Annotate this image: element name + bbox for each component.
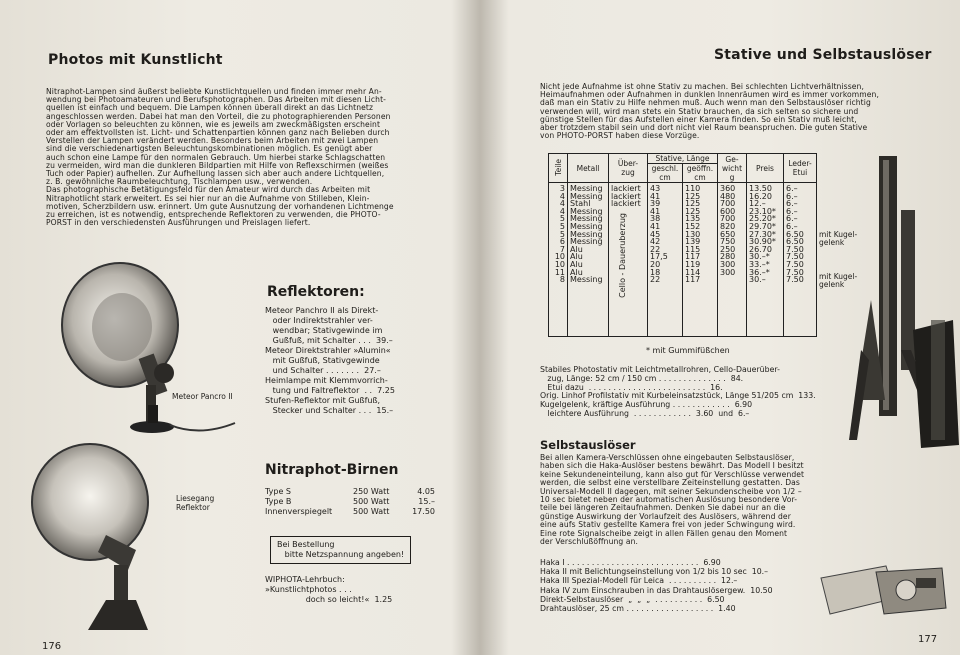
caption-meteor: Meteor Pancro II — [172, 392, 233, 401]
col-preis: 13.50 16.20 12.– 23.10* 25.20* 29.70* 27.30* 30.90* 26.70 30.–* 33.–* 36.–* 30.– — [747, 183, 784, 337]
col-geoeffn: 110 125 125 125 135 152 130 139 115 117 119 114 117 — [683, 183, 718, 337]
selbstausloeser-heading: Selbstauslöser — [540, 438, 636, 452]
birnen-price: 4.05 — [417, 487, 435, 496]
col-teile: 3 4 4 4 5 5 5 6 7 10 10 11 8 — [549, 183, 568, 337]
col-etui: 6.– 6.– 6.– 6.– 6.– 6.– 6.50 6.50 7.50 7.50 7.50 7.50 7.50 — [784, 183, 817, 337]
lehrbuch-text: WIPHOTA-Lehrbuch: »Kunstlichtphotos . . . doch so leicht!« 1.25 — [265, 575, 393, 604]
birnen-heading: Nitraphot-Birnen — [265, 462, 399, 478]
ueberzug-values: lackiert lackiert lackiert — [611, 184, 641, 209]
birnen-row — [265, 487, 435, 497]
col-metall: Messing Messing Stahl Messing Messing Messing Messing Messing Alu Alu Alu Alu Messing — [568, 183, 609, 337]
zubehoer-list: Stabiles Photostativ mit Leichtmetallrohren, Cello-Dauerüber- zug, Länge: 52 cm / 150 cm . . . . . . . . . . . . . . 84. Etui dazu . . . . . . . . . . . . . . . . . . . . . . . . 16. Orig. Linhof Profilstativ mit Kurbeleinsatzstück, Länge 51/205 cm 133. Kugelgelenk, kräftige Ausführung . . . . . . . . . . . . 6.90 leichtere Ausführung . . . . . . . . . . . . 3.60 und 6.– — [540, 365, 816, 418]
reflektoren-heading: Reflektoren: — [267, 284, 365, 300]
col-geschl: 43 41 39 41 38 41 45 42 22 17,5 20 18 22 — [648, 183, 683, 337]
right-page — [486, 0, 960, 655]
cello-overlay: Cello - Daueruberzug — [618, 213, 627, 298]
birnen-price: 17.50 — [412, 507, 435, 516]
birnen-watt: 250 Watt — [353, 487, 390, 496]
birnen-type: Type B — [265, 497, 292, 506]
note-kugel-2: mit Kugel- gelenk — [819, 271, 858, 289]
left-intro-text: Nitraphot-Lampen sind äußerst beliebte Kunstlichtquellen und finden immer mehr An- wendung bei Photoamateuren und Berufsphotographen. Das Arbeiten mit diesen Licht- quellen ist einfach und bequem. Die Lampen können überall direkt an das Lichtnetz angeschlossen werden. Dabei hat man den Vorteil, die zu photographierenden Personen oder Vorlagen so beleuchten zu können, wie es jeweils am zweckmäßigsten erscheint oder am effektvollsten ist. Licht- und Schattenpartien können ganz nach Belieben durch Verstellen der Lampen verändert werden. Besonders beim Arbeiten mit zwei Lampen sind die verschiedenartigsten Beleuchtungskombinationen möglich. Es genügt aber auch schon eine Lampe für den normalen Gebrauch. Um hierbei starke Schlagschatten zu vermeiden, wird man die dunkleren Bildpartien mit Hilfe von Reflexschirmen (weißes Tuch oder Papier) aufhellen. Zur Aufhellung lassen sich aber auch andere Lichtquellen, z. B. gewöhnliche Raumbeleuchtung, Tischlampen usw., verwenden. Das photographische Betätigungsfeld für den Amateur wird durch das Arbeiten mit Nitraphotlicht stark erweitert. Es sei hier nur an die Aufnahme von Stilleben, Klein- motiven, Scherzbildern usw. erinnert. Um gute Ausnutzung der vorhandenen Lichtmenge zu erreichen, ist es notwendig, entsprechende Reflektoren zu verwenden, die PHOTO- PORST in den verschiedensten Ausführungen und Preislagen liefert. — [46, 87, 394, 228]
reflektoren-list: Meteor Panchro II als Direkt- oder Indirektstrahler ver- wendbar; Stativgewinde im Gußfuß, mit Schalter . . . 39.– Meteor Direktstrahler »Alumin« mit Gußfuß, Stativgewinde und Schalter . . . . . . . 27.– Heimlampe mit Klemmvorrich- tung und Faltreflektor . . 7.25 Stufen-Reflektor mit Gußfuß, Stecker und Schalter . . . 15.– — [265, 306, 395, 415]
col-ueberzug — [609, 183, 648, 337]
col-gewicht: 360 480 700 600 700 820 650 750 250 280 300 300 — [718, 183, 747, 337]
page-number-right: 177 — [918, 634, 938, 645]
left-page-title: Photos mit Kunstlicht — [48, 52, 223, 68]
tripod-illustration — [841, 150, 960, 450]
birnen-watt: 500 Watt — [353, 507, 390, 516]
stative-table — [548, 153, 865, 337]
selbstausloeser-text: Bei allen Kamera-Verschlüssen ohne eingebauten Selbstauslöser, haben sich die Haka-Auslöser bestens bewährt. Das Modell I besitzt keine Sekundeneinteilung, kann also gut für Verschlüsse verwendet werden, die selbst eine verstellbare Zeiteinstellung gestatten. Das Universal-Modell II dagegen, mit seiner Sekundenscheibe von 1/2 – 10 sec bietet neben der automatischen Auslösung besondere Vor- teile bei längeren Zeitaufnahmen. Denken Sie dabei nur an die günstige Auswirkung der Vorlaufzeit des Auslösers, während der eine aufs Stativ gestellte Kamera frei von jeder Schwingung wird. Eine rote Signalscheibe zeigt in allen Fällen genau den Moment der Verschlußöffnung an. — [540, 453, 805, 547]
page-number-left: 176 — [42, 641, 62, 652]
right-intro-text: Nicht jede Aufnahme ist ohne Stativ zu machen. Bei schlechten Lichtverhältnissen, Heimaufnahmen oder Aufnahmen in dunklen Innenräumen wird es immer vorkommen, daß man ein Stativ zu Hilfe nehmen muß. Auch wenn man den Selbstauslöser richtig verwenden will, wird man stets ein Stativ brauchen, da sich selten so sichere und günstige Stellen für das Aufstellen einer Kamera finden. So ein Stativ muß leicht, aber trotzdem stabil sein und dort nicht viel Raum beanspruchen. Die guten Stative von PHOTO-PORST haben diese Vorzüge. — [540, 82, 879, 141]
header-ueberzug: Über- zug — [609, 154, 648, 183]
header-teile: Teile — [549, 154, 568, 183]
birnen-type: Type S — [265, 487, 291, 496]
birnen-type: Innenverspiegelt — [265, 507, 333, 516]
birnen-row — [265, 507, 435, 517]
header-geoeffn: geöffn. cm — [683, 164, 718, 183]
header-geschl: geschl. cm — [648, 164, 683, 183]
right-page-title: Stative und Selbstauslöser — [714, 47, 932, 63]
netzspannung-notice: Bei Bestellung bitte Netzspannung angeben! — [270, 536, 411, 564]
header-stative-laenge: Stative, Länge — [648, 154, 718, 164]
note-kugel-1: mit Kugel- gelenk — [819, 229, 858, 247]
header-lederetui: Leder- Etui — [784, 154, 817, 183]
meteor-lamp-illustration — [60, 255, 250, 445]
birnen-table — [265, 487, 435, 517]
header-preis: Preis — [747, 154, 784, 183]
header-metall: Metall — [568, 154, 609, 183]
liesegang-reflektor-illustration — [28, 440, 178, 640]
birnen-watt: 500 Watt — [353, 497, 390, 506]
selbstausloeser-illustration — [816, 558, 951, 628]
birnen-price: 15.– — [418, 497, 435, 506]
header-gewicht: Ge- wicht g — [718, 154, 747, 183]
birnen-row — [265, 497, 435, 507]
selbstausloeser-prices: Haka I . . . . . . . . . . . . . . . . . . . . . . . . . . . 6.90 Haka II mit Belichtungseinstellung von 1/2 bis 10 sec 10.– Haka III Spezial-Modell für Leica . . . . . . . . . . 12.– Haka IV zum Einschrauben in das Drahtauslösergew. 10.50 Direkt-Selbstauslöser „ „ „ . . . . . . . . . . 6.50 Drahtauslöser, 25 cm . . . . . . . . . . . . . . . . . . 1.40 — [540, 558, 773, 614]
table-footnote: * mit Gummifüßchen — [646, 346, 730, 355]
caption-liesegang: Liesegang Reflektor — [176, 494, 215, 512]
